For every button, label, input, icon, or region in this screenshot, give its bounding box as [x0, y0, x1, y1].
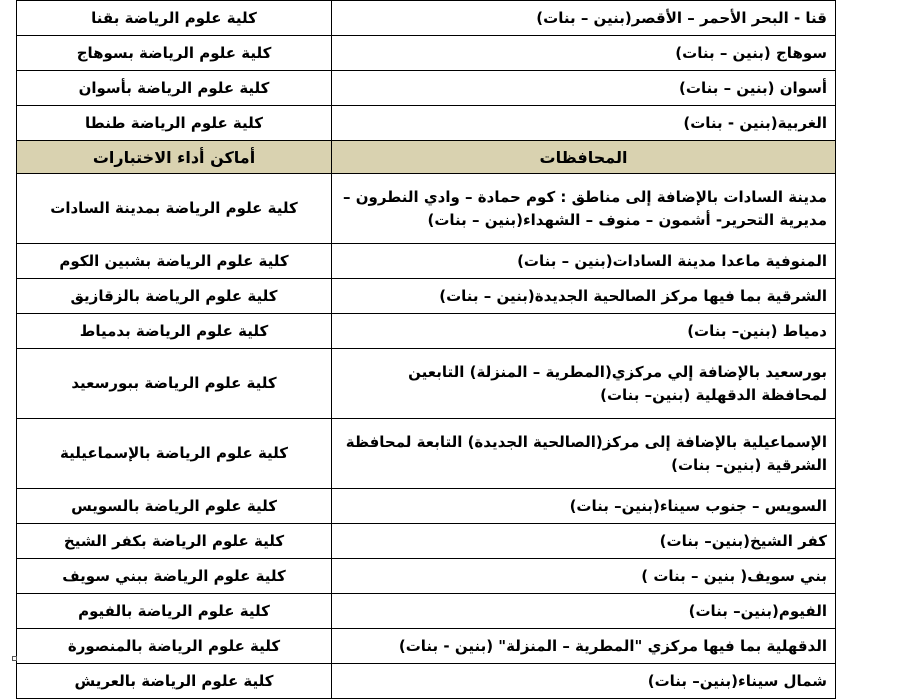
table-row — [17, 524, 836, 559]
governorate-cell: شمال سيناء(بنين– بنات) — [332, 664, 836, 699]
governorate-cell: سوهاج (بنين – بنات) — [332, 36, 836, 71]
table-row — [17, 314, 836, 349]
table-row — [17, 594, 836, 629]
exam-places-header: أماكن أداء الاختبارات — [17, 141, 332, 174]
table-row — [17, 244, 836, 279]
table-row — [17, 419, 836, 489]
exam-place-cell: كلية علوم الرياضة بالمنصورة — [17, 629, 332, 664]
governorate-cell: الدقهلية بما فيها مركزي "المطرية – المنزلة" (بنين - بنات) — [332, 629, 836, 664]
exam-place-cell: كلية علوم الرياضة ببني سويف — [17, 559, 332, 594]
governorate-cell: كفر الشيخ(بنين– بنات) — [332, 524, 836, 559]
exam-place-cell: كلية علوم الرياضة بسوهاج — [17, 36, 332, 71]
table-row — [17, 1, 836, 36]
governorate-cell: الغربية(بنين - بنات) — [332, 106, 836, 141]
governorate-cell: بني سويف( بنين – بنات ) — [332, 559, 836, 594]
governorate-cell: الفيوم(بنين– بنات) — [332, 594, 836, 629]
exam-place-cell: كلية علوم الرياضة بأسوان — [17, 71, 332, 106]
governorate-cell: الإسماعيلية بالإضافة إلى مركز(الصالحية الجديدة) التابعة لمحافظة الشرقية (بنين– بنات) — [332, 419, 836, 489]
governorate-cell: دمياط (بنين– بنات) — [332, 314, 836, 349]
table-row — [17, 36, 836, 71]
exam-locations-table — [16, 0, 836, 699]
exam-place-cell: كلية علوم الرياضة ببورسعيد — [17, 349, 332, 419]
exam-place-cell: كلية علوم الرياضة بالإسماعيلية — [17, 419, 332, 489]
exam-place-cell: كلية علوم الرياضة بمدينة السادات — [17, 174, 332, 244]
table-row — [17, 664, 836, 699]
table-header-row — [17, 141, 836, 174]
exam-place-cell: كلية علوم الرياضة طنطا — [17, 106, 332, 141]
exam-place-cell: كلية علوم الرياضة بقنا — [17, 1, 332, 36]
table-row — [17, 279, 836, 314]
exam-place-cell: كلية علوم الرياضة بشبين الكوم — [17, 244, 332, 279]
table-row — [17, 106, 836, 141]
governorate-cell: بورسعيد بالإضافة إلي مركزي(المطرية – المنزلة) التابعين لمحافظة الدقهلية (بنين– بنات) — [332, 349, 836, 419]
exam-place-cell: كلية علوم الرياضة بالسويس — [17, 489, 332, 524]
exam-place-cell: كلية علوم الرياضة بالفيوم — [17, 594, 332, 629]
exam-place-cell: كلية علوم الرياضة بالزقازيق — [17, 279, 332, 314]
table-row — [17, 349, 836, 419]
table-row — [17, 559, 836, 594]
governorate-cell: أسوان (بنين – بنات) — [332, 71, 836, 106]
exam-place-cell: كلية علوم الرياضة بالعريش — [17, 664, 332, 699]
governorate-cell: السويس – جنوب سيناء(بنين– بنات) — [332, 489, 836, 524]
governorate-cell: مدينة السادات بالإضافة إلى مناطق : كوم حمادة – وادي النطرون – مديرية التحرير- أشمون – منوف – الشهداء(بنين – بنات) — [332, 174, 836, 244]
exam-place-cell: كلية علوم الرياضة بكفر الشيخ — [17, 524, 332, 559]
governorate-cell: قنا - البحر الأحمر – الأقصر(بنين – بنات) — [332, 1, 836, 36]
paragraph-mark-icon — [12, 656, 17, 661]
table-row — [17, 174, 836, 244]
exam-place-cell: كلية علوم الرياضة بدمياط — [17, 314, 332, 349]
governorates-header: المحافظات — [332, 141, 836, 174]
table-row — [17, 489, 836, 524]
table-row — [17, 71, 836, 106]
governorate-cell: المنوفية ماعدا مدينة السادات(بنين – بنات) — [332, 244, 836, 279]
table-row — [17, 629, 836, 664]
governorate-cell: الشرقية بما فيها مركز الصالحية الجديدة(بنين – بنات) — [332, 279, 836, 314]
